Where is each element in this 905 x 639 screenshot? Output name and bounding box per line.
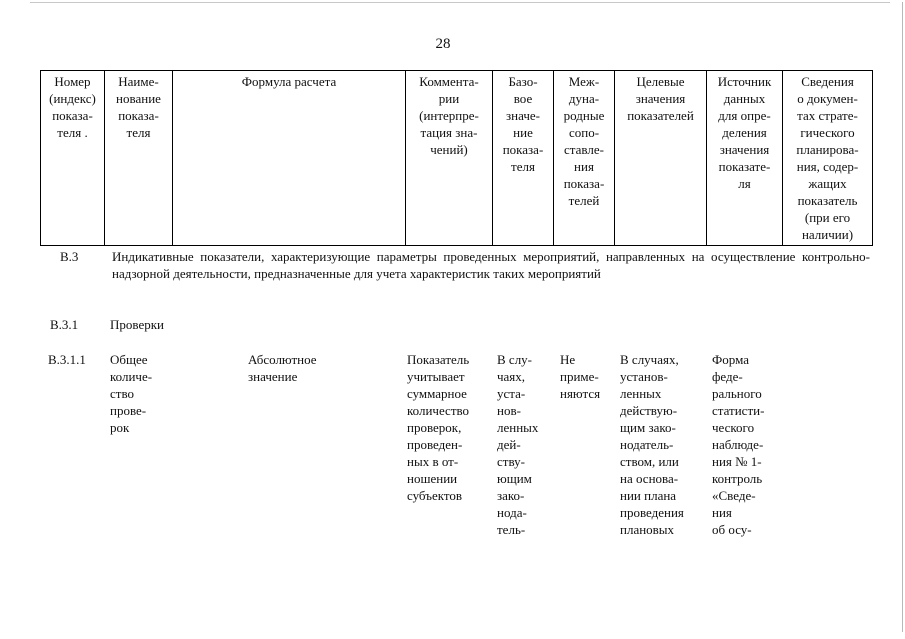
section-title: Индикативные показатели, характеризующие параметры проведенных мероприятий, направленных на осуществление контрольно-надзорной деятельности, предназначенные для учета характеристик таких мероприятий — [112, 249, 870, 281]
scan-edge-top — [30, 2, 890, 3]
entry-base-value: В слу- чаях, уста- нов- ленных дей- ству- ющим зако- нода- тель- — [497, 352, 539, 537]
entry-target: В случаях, установ- ленных действую- щим зако- нодатель- ством, или на основа- нии плана проведения плановых — [620, 352, 684, 537]
header-row — [41, 71, 873, 246]
header-data-source: Источник данных для опре- деления значения показате- ля — [707, 71, 783, 246]
indicator-header-table — [40, 70, 873, 246]
entry-comment: Показатель учитывает суммарное количество проверок, проведен- ных в от- ношении субъектов — [407, 352, 470, 503]
section-number: В.3 — [60, 249, 79, 264]
header-base-value: Базо- вое значе- ние показа- теля — [493, 71, 554, 246]
entry-number: В.3.1.1 — [48, 352, 86, 367]
header-international: Меж- дуна- родные сопо- ставле- ния показа- телей — [554, 71, 615, 246]
entry-name: Общее количе- ство прове- рок — [110, 352, 153, 435]
header-formula: Формула расчета — [173, 71, 406, 246]
header-index: Номер (индекс) показа- теля . — [41, 71, 105, 246]
header-name: Наиме- нование показа- теля — [105, 71, 173, 246]
scan-edge-right — [902, 2, 903, 632]
header-strategic-docs: Сведения о докумен- тах страте- гического планирова- ния, содер- жащих показатель (при его наличии) — [783, 71, 873, 246]
header-comments: Коммента- рии (интерпре- тация зна- чений) — [406, 71, 493, 246]
entry-formula: Абсолютное значение — [248, 352, 317, 384]
subsection-number: В.3.1 — [50, 317, 79, 332]
page-number: 28 — [435, 36, 451, 52]
subsection-title: Проверки — [110, 317, 164, 332]
entry-international: Не приме- няются — [560, 352, 601, 401]
entry-source: Форма феде- рального статисти- ческого наблюде- ния № 1- контроль «Сведе- ния об осу- — [712, 352, 765, 537]
header-target-values: Целевые значения показателей — [615, 71, 707, 246]
